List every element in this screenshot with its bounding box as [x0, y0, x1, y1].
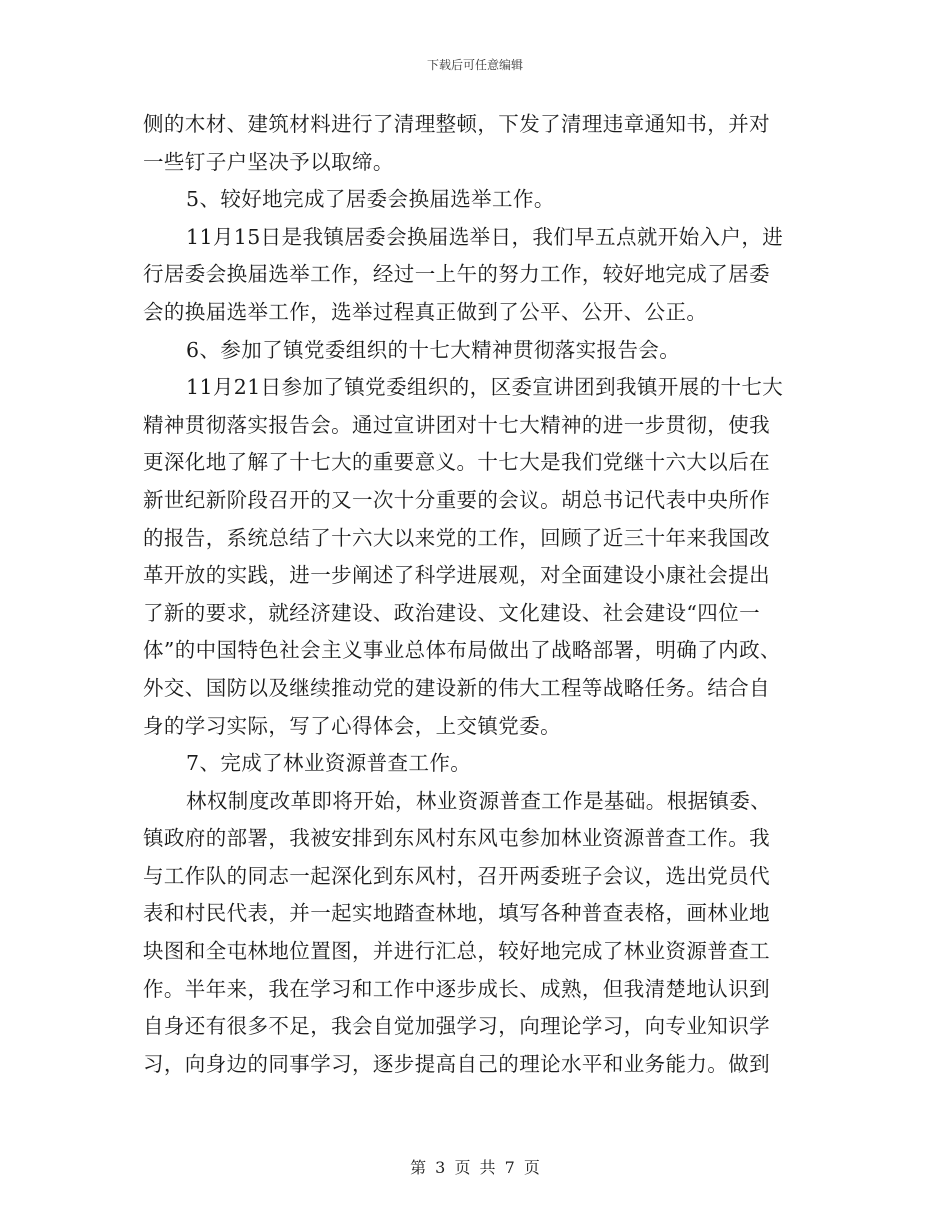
- text-line: 的报告，系统总结了十六大以来党的工作，回顾了近三十年来我国改: [143, 525, 770, 550]
- text-line: 5、较好地完成了居委会换届选举工作。: [186, 187, 555, 212]
- text-line: 外交、国防以及继续推动党的建设新的伟大工程等战略任务。结合自: [143, 675, 770, 700]
- text-line: 镇政府的部署，我被安排到东风村东风屯参加林业资源普查工作。我: [143, 826, 770, 851]
- text-line: 11月21日参加了镇党委组织的，区委宣讲团到我镇开展的十七大: [186, 375, 784, 400]
- text-line: 习，向身边的同事学习，逐步提高自己的理论水平和业务能力。做到: [143, 1051, 770, 1076]
- page-header: 下载后可任意编辑: [426, 58, 523, 72]
- text-line: 会的换届选举工作，选举过程真正做到了公平、公开、公正。: [143, 299, 708, 324]
- text-line: 侧的木材、建筑材料进行了清理整顿，下发了清理违章通知书，并对: [143, 112, 770, 136]
- text-line: 更深化地了解了十七大的重要意义。十七大是我们党继十六大以后在: [143, 450, 770, 475]
- page-footer: 第 3 页 共 7 页: [410, 1158, 540, 1177]
- text-line: 精神贯彻落实报告会。通过宣讲团对十七大精神的进一步贯彻，使我: [143, 412, 770, 437]
- text-line: 林权制度改革即将开始，林业资源普查工作是基础。根据镇委、: [186, 788, 772, 813]
- text-line: 了新的要求，就经济建设、政治建设、文化建设、社会建设“四位一: [143, 600, 760, 625]
- text-line: 身的学习实际，写了心得体会，上交镇党委。: [143, 713, 561, 738]
- text-line: 体”的中国特色社会主义事业总体布局做出了战略部署，明确了内政、: [143, 638, 781, 663]
- text-line: 块图和全屯林地位置图，并进行汇总，较好地完成了林业资源普查工: [143, 939, 770, 964]
- body-text: [143, 106, 815, 1083]
- text-line: 新世纪新阶段召开的又一次十分重要的会议。胡总书记代表中央所作: [143, 487, 770, 512]
- text-line: 11月15日是我镇居委会换届选举日，我们早五点就开始入户，进: [186, 224, 784, 249]
- text-line: 革开放的实践，进一步阐述了科学进展观，对全面建设小康社会提出: [143, 563, 770, 588]
- text-line: 一些钉子户坚决予以取缔。: [143, 149, 394, 174]
- text-line: 自身还有很多不足，我会自觉加强学习，向理论学习，向专业知识学: [143, 1014, 770, 1039]
- text-line: 与工作队的同志一起深化到东风村，召开两委班子会议，选出党员代: [143, 863, 770, 888]
- text-line: 表和村民代表，并一起实地踏查林地，填写各种普查表格，画林业地: [143, 901, 770, 926]
- text-line: 行居委会换届选举工作，经过一上午的努力工作，较好地完成了居委: [143, 262, 770, 287]
- text-line: 7、完成了林业资源普查工作。: [186, 751, 472, 776]
- text-line: 6、参加了镇党委组织的十七大精神贯彻落实报告会。: [186, 337, 681, 362]
- text-line: 作。半年来，我在学习和工作中逐步成长、成熟，但我清楚地认识到: [143, 976, 770, 1001]
